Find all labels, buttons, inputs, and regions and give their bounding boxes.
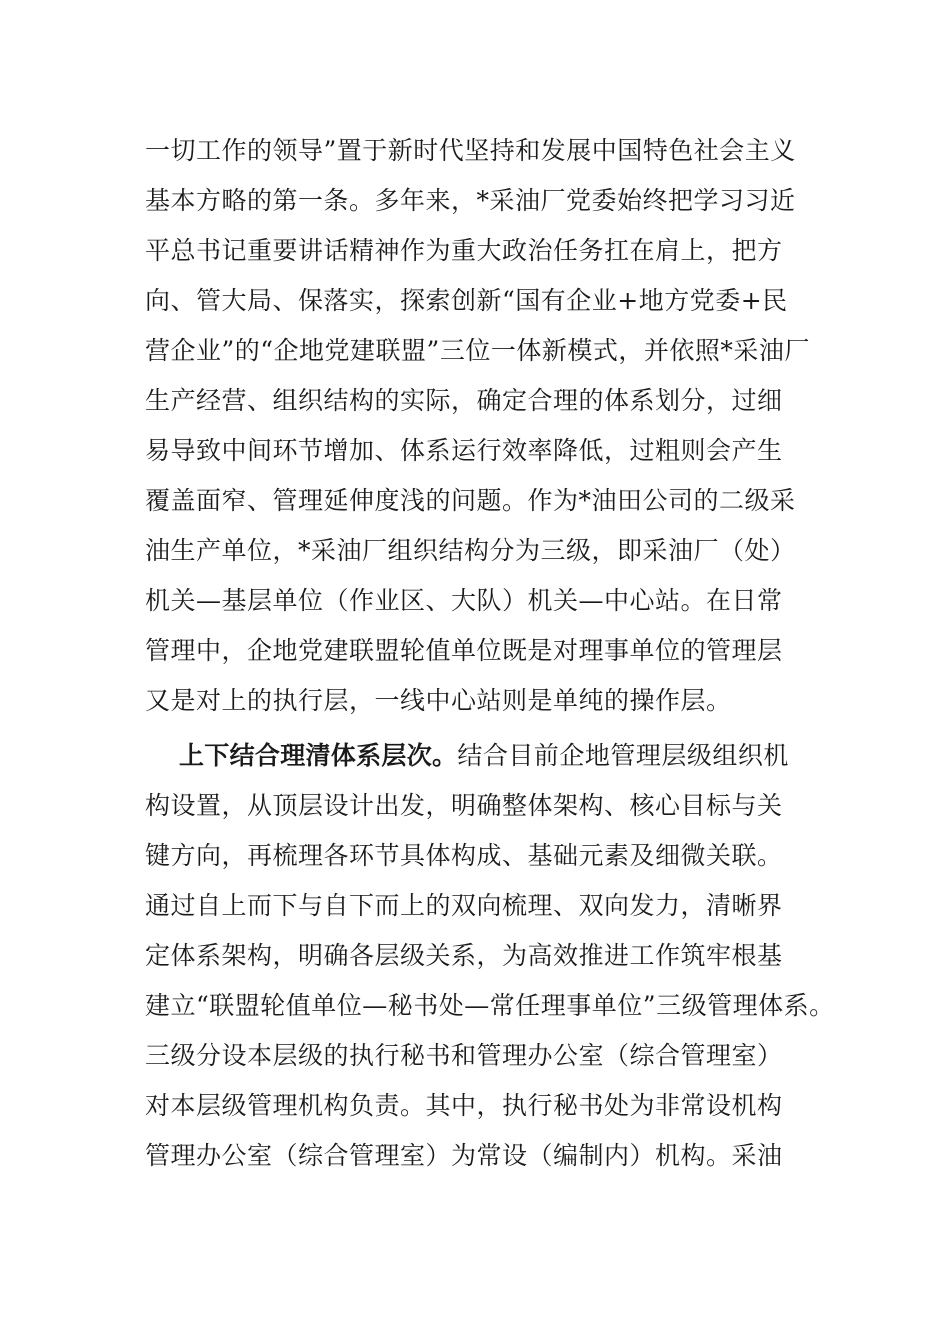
text-line: 通过自上而下与自下而上的双向梳理、双向发力，清晰界 [145,891,783,920]
text-line: 三级分设本层级的执行秘书和管理办公室（综合管理室） [145,1041,783,1070]
text-line: 构设置，从顶层设计出发，明确整体架构、核心目标与关 [145,791,783,820]
paragraph-2 [145,731,835,1181]
text-line: 一切工作的领导”置于新时代坚持和发展中国特色社会主义 [145,136,796,165]
text-line: 向、管大局、保落实，探索创新“国有企业+地方党委+民 [145,286,788,315]
paragraph-1 [145,126,825,726]
text-line: 易导致中间环节增加、体系运行效率降低，过粗则会产生 [145,436,783,465]
text-line: 平总书记重要讲话精神作为重大政治任务扛在肩上，把方 [145,236,783,265]
text-line: 基本方略的第一条。多年来，*采油厂党委始终把学习习近 [145,186,796,215]
text-line: 对本层级管理机构负责。其中，执行秘书处为非常设机构 [145,1091,783,1120]
paragraph-first-line [145,731,825,781]
text-line: 管理办公室（综合管理室）为常设（编制内）机构。采油 [145,1141,783,1170]
text-line: 营企业”的“企地党建联盟”三位一体新模式，并依照*采油厂 [145,336,810,365]
paragraph-heading: 上下结合理清体系层次。 [179,741,458,770]
text-line: 生产经营、组织结构的实际，确定合理的体系划分，过细 [145,386,783,415]
text-line-rest: 结合目前企地管理层级组织机 [457,741,789,770]
text-line: 建立“联盟轮值单位—秘书处—常任理事单位”三级管理体系。 [145,991,835,1020]
text-line: 机关—基层单位（作业区、大队）机关—中心站。在日常 [145,586,783,615]
text-line: 定体系架构，明确各层级关系，为高效推进工作筑牢根基 [145,941,783,970]
text-line: 管理中，企地党建联盟轮值单位既是对理事单位的管理层 [145,636,783,665]
text-line: 油生产单位，*采油厂组织结构分为三级，即采油厂（处） [145,536,796,565]
text-line: 键方向，再梳理各环节具体构成、基础元素及细微关联。 [145,841,783,870]
text-line: 覆盖面窄、管理延伸度浅的问题。作为*油田公司的二级采 [145,486,796,515]
text-line: 又是对上的执行层，一线中心站则是单纯的操作层。 [145,686,732,715]
